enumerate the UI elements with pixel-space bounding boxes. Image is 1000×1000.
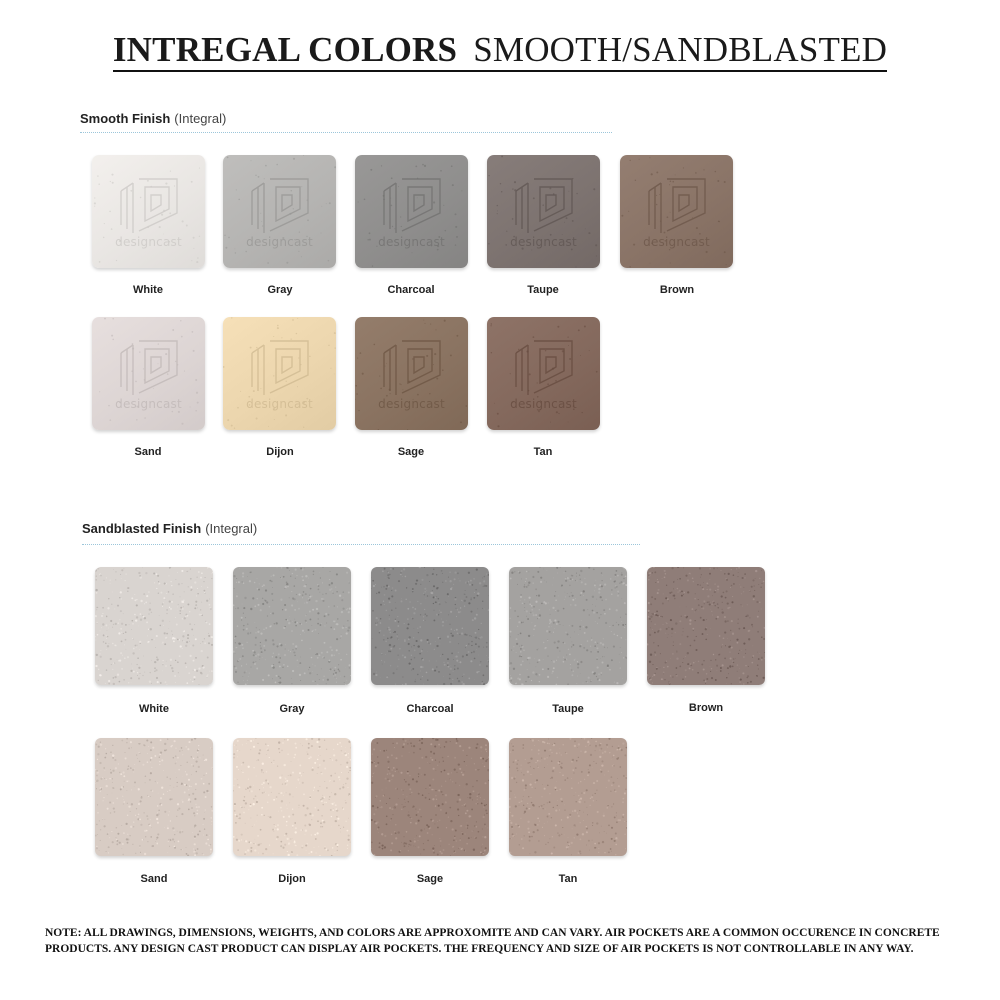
- sandblasted-swatch-brown: [647, 567, 765, 685]
- sandblasted-swatch-label: Tan: [558, 873, 578, 885]
- sandblasted-swatch-taupe: [509, 567, 627, 685]
- page-title-bold: INTREGAL COLORS: [112, 30, 458, 69]
- sandblasted-swatch-label: Gray: [279, 703, 305, 715]
- sandblasted-swatch-label: Sand: [140, 873, 168, 885]
- sandblasted-swatch-label: Dijon: [278, 873, 306, 885]
- smooth-section-title-text: Smooth Finish: [80, 111, 171, 126]
- smooth-swatch-label: White: [133, 284, 163, 296]
- designcast-logo-text: designcast: [643, 235, 710, 249]
- sandblasted-swatch-sand: [95, 738, 213, 856]
- smooth-section-divider: [80, 132, 612, 133]
- sandblasted-swatch-charcoal: [371, 567, 489, 685]
- disclaimer-note: NOTE: ALL DRAWINGS, DIMENSIONS, WEIGHTS, AND COLORS ARE APPROXOMITE AND CAN VARY. AIR POCKETS ARE A COMMON OCCURENCE IN CONCRETE PRODUCTS. ANY DESIGN CAST PRODUCT CAN DISPLAY AIR POCKETS. THE FREQUENCY AND SIZE OF AIR POCKETS IS NOT CONTROLLABLE IN ANY WAY.: [45, 927, 940, 955]
- smooth-swatch-sage: [355, 317, 468, 430]
- sandblasted-swatch-label: Brown: [688, 702, 724, 714]
- smooth-swatch-charcoal: [355, 155, 468, 268]
- page-title: [0, 30, 1000, 72]
- smooth-swatch-label: Tan: [533, 446, 553, 458]
- sandblasted-swatch-label: Charcoal: [406, 703, 454, 715]
- designcast-logo-text: designcast: [115, 397, 182, 411]
- sandblasted-swatch-sage: [371, 738, 489, 856]
- sandblasted-swatch-white: [95, 567, 213, 685]
- smooth-swatch-white: [92, 155, 205, 268]
- sandblasted-section-subtitle: (Integral): [205, 521, 258, 536]
- sandblasted-section-title: [82, 521, 257, 536]
- sandblasted-swatch-label: White: [139, 703, 169, 715]
- designcast-logo-text: designcast: [246, 235, 313, 249]
- smooth-section-subtitle: (Integral): [174, 111, 227, 126]
- sandblasted-swatch-label: Sage: [416, 873, 444, 885]
- smooth-section-title: [80, 111, 226, 126]
- sandblasted-swatch-tan: [509, 738, 627, 856]
- smooth-swatch-label: Sage: [397, 446, 425, 458]
- smooth-swatch-label: Sand: [134, 446, 162, 458]
- smooth-swatch-sand: [92, 317, 205, 430]
- designcast-logo-text: designcast: [378, 235, 445, 249]
- smooth-swatch-gray: [223, 155, 336, 268]
- page-title-underline: [113, 31, 887, 72]
- smooth-swatch-dijon: [223, 317, 336, 430]
- sandblasted-swatch-gray: [233, 567, 351, 685]
- smooth-swatch-label: Dijon: [266, 446, 294, 458]
- designcast-logo-text: designcast: [115, 235, 182, 249]
- smooth-swatch-brown: [620, 155, 733, 268]
- page-title-regular: SMOOTH/SANDBLASTED: [473, 30, 888, 69]
- designcast-logo-text: designcast: [378, 397, 445, 411]
- designcast-logo-text: designcast: [510, 235, 577, 249]
- smooth-swatch-label: Gray: [267, 284, 293, 296]
- designcast-logo-text: designcast: [510, 397, 577, 411]
- smooth-swatch-label: Charcoal: [387, 284, 435, 296]
- sandblasted-section-title-text: Sandblasted Finish: [82, 521, 202, 536]
- smooth-swatch-tan: [487, 317, 600, 430]
- sandblasted-swatch-label: Taupe: [552, 703, 584, 715]
- smooth-swatch-taupe: [487, 155, 600, 268]
- sandblasted-section-divider: [82, 544, 640, 545]
- smooth-swatch-label: Taupe: [527, 284, 559, 296]
- designcast-logo-text: designcast: [246, 397, 313, 411]
- smooth-swatch-label: Brown: [659, 284, 695, 296]
- sandblasted-swatch-dijon: [233, 738, 351, 856]
